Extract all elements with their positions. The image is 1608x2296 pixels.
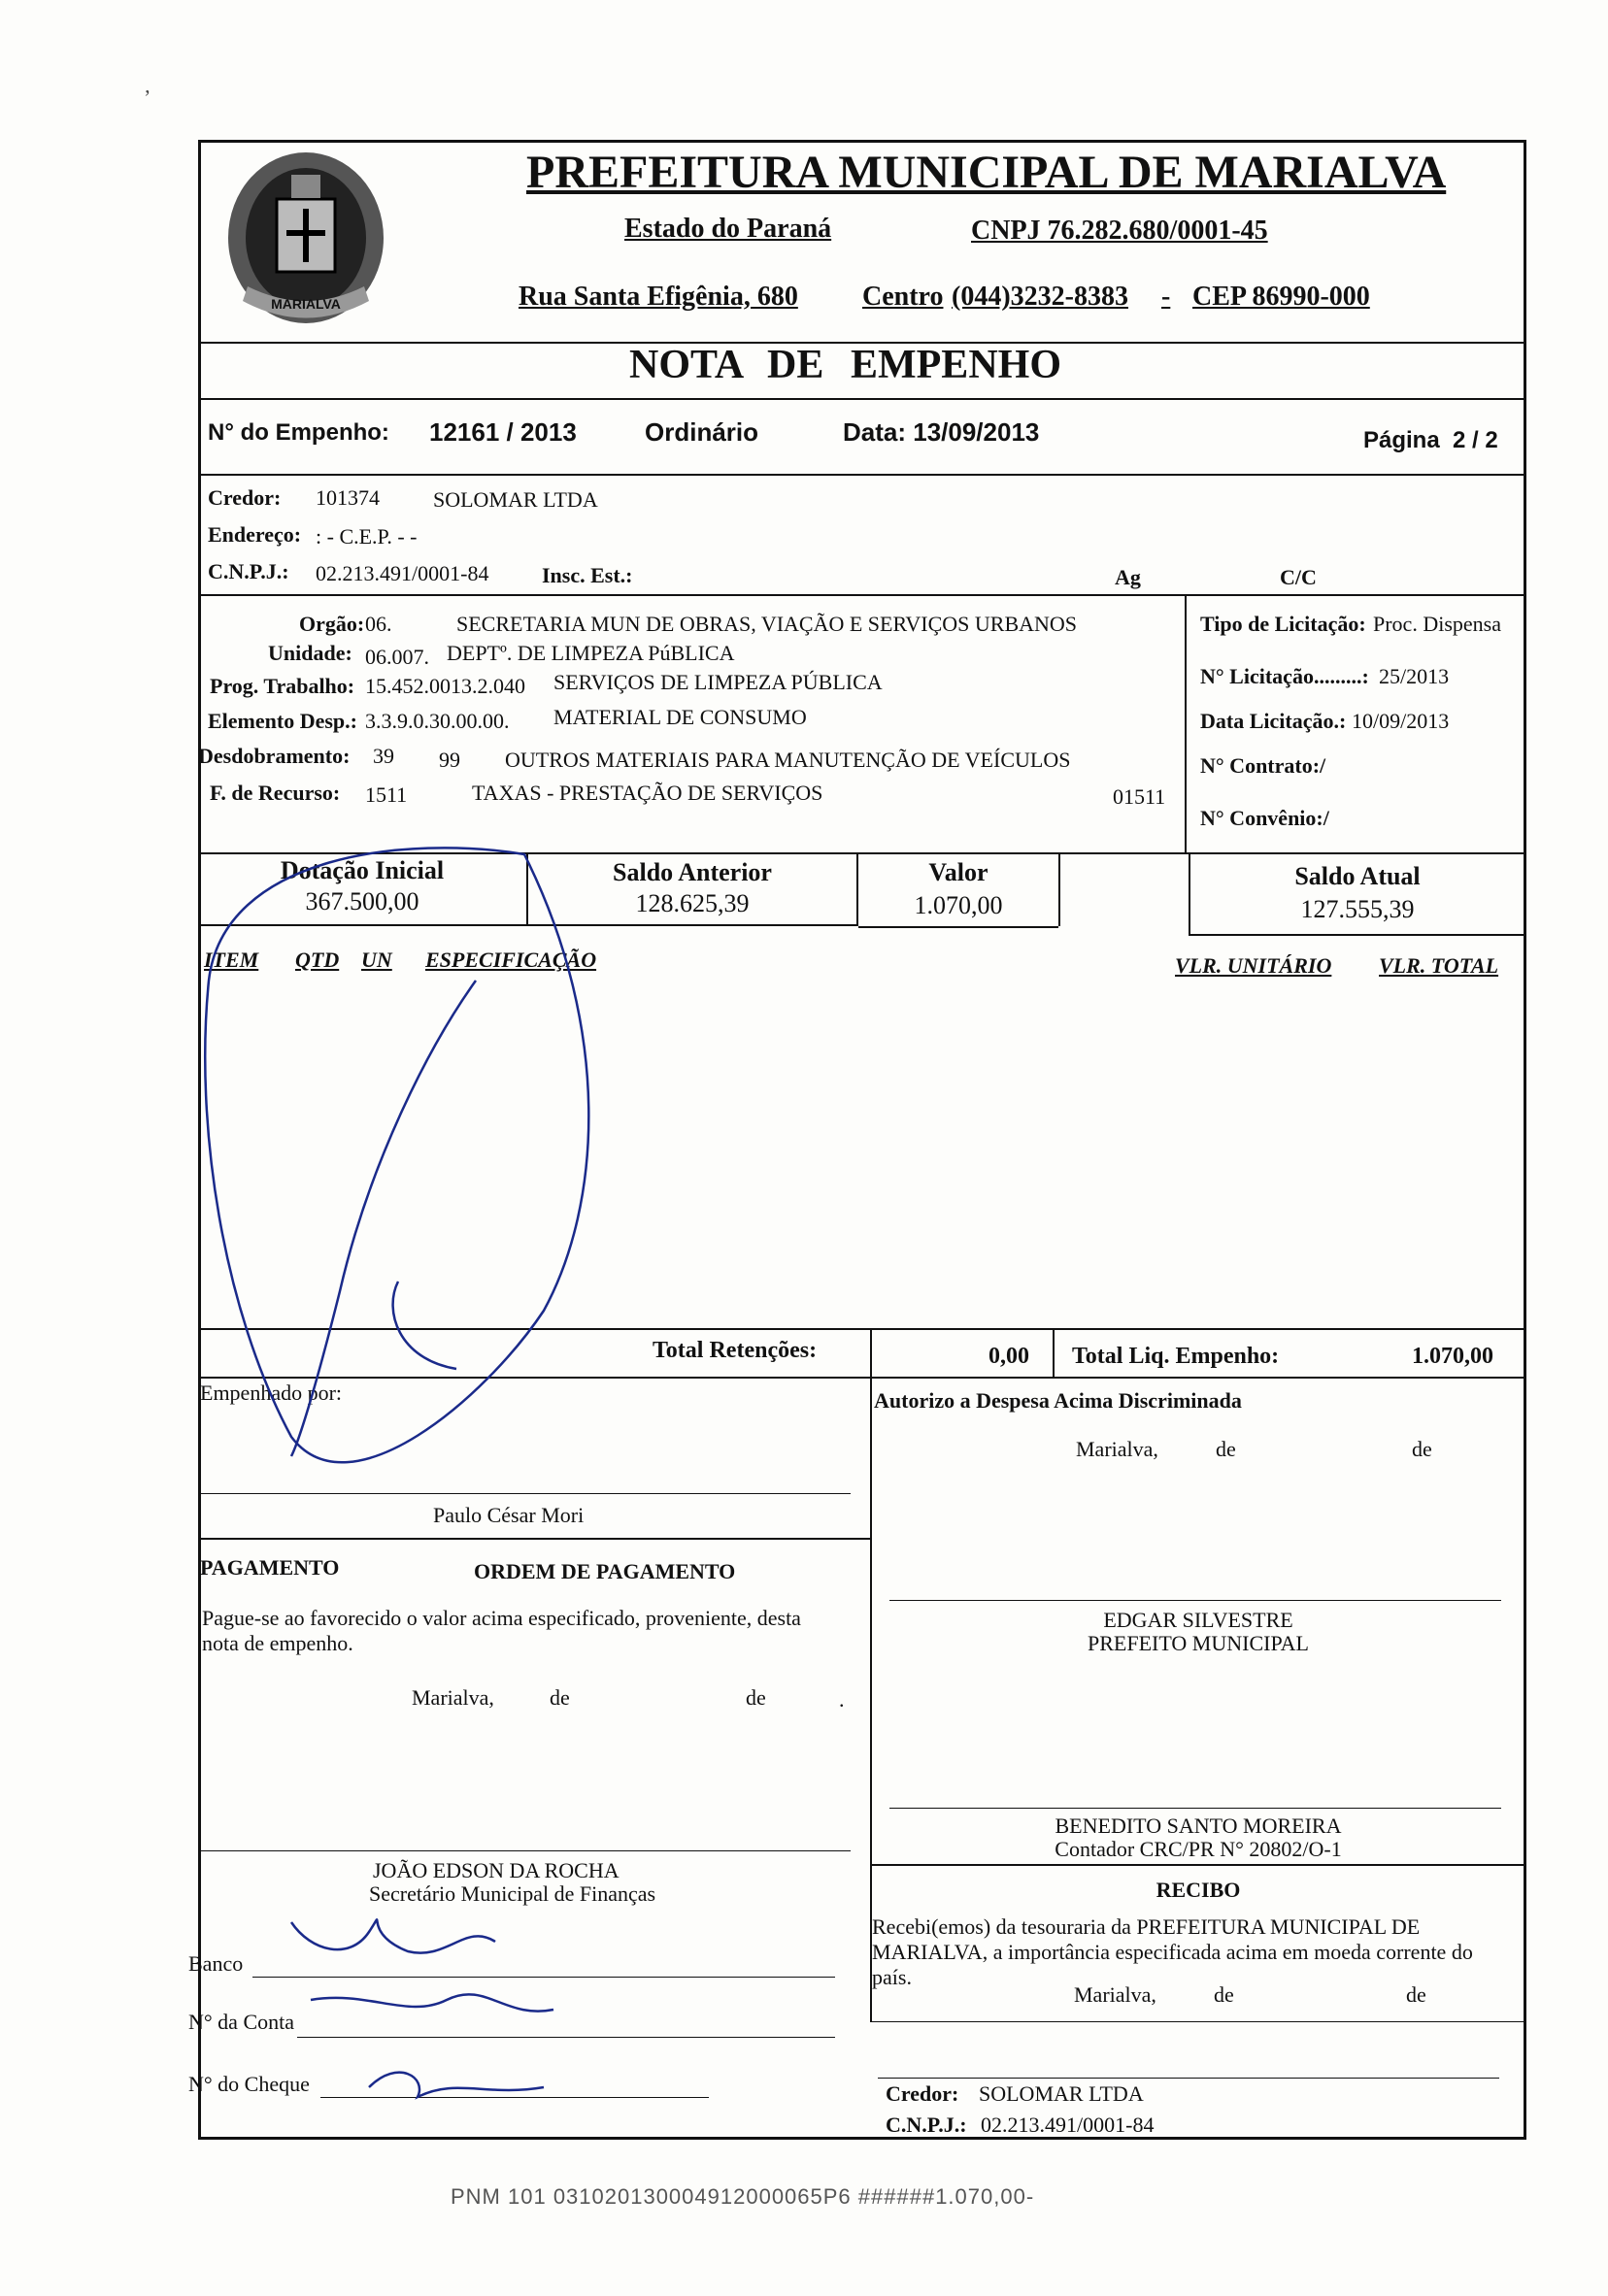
svg-text:MARIALVA: MARIALVA bbox=[271, 296, 341, 312]
total-liquido-value: 1.070,00 bbox=[1412, 1344, 1493, 1369]
ordem-pagamento-label: ORDEM DE PAGAMENTO bbox=[474, 1559, 736, 1583]
recurso-label: F. de Recurso: bbox=[210, 781, 341, 805]
licitacao-num-value: 25/2013 bbox=[1379, 664, 1450, 688]
header-address: Rua Santa Efigênia, 680 bbox=[519, 282, 798, 312]
valor-value: 1.070,00 bbox=[914, 891, 1003, 919]
micr-code: PNM 101 031020130004912000065P6 ######1.070,00- bbox=[451, 2184, 1035, 2209]
cheque-label: N° do Cheque bbox=[188, 2072, 310, 2096]
recibo-cnpj-label: C.N.P.J.: bbox=[886, 2113, 967, 2137]
saldo-atual-value: 127.555,39 bbox=[1300, 895, 1415, 923]
valor-label: Valor bbox=[928, 858, 988, 886]
empenho-label: N° do Empenho: bbox=[208, 419, 389, 446]
autorizo-text: Autorizo a Despesa Acima Discriminada bbox=[874, 1388, 1242, 1413]
recibo-line3: país. bbox=[872, 1965, 912, 1989]
recibo-title: RECIBO bbox=[1156, 1878, 1241, 1902]
saldo-anterior-value: 128.625,39 bbox=[635, 889, 750, 917]
credor-label: Credor: bbox=[208, 485, 282, 510]
pagamento-dot: . bbox=[839, 1687, 845, 1712]
total-retencoes-value: 0,00 bbox=[988, 1344, 1029, 1369]
col-vlr-total: VLR. TOTAL bbox=[1379, 953, 1499, 978]
recibo-line1: Recebi(emos) da tesouraria da PREFEITURA MUNICIPAL DE bbox=[872, 1914, 1421, 1939]
desd-label: Desdobramento: bbox=[198, 744, 351, 768]
cnpj-label: C.N.P.J.: bbox=[208, 559, 289, 583]
recibo-credor-value: SOLOMAR LTDA bbox=[979, 2081, 1144, 2106]
secretario-title: Secretário Municipal de Finanças bbox=[369, 1881, 656, 1906]
prog-label: Prog. Trabalho: bbox=[210, 674, 355, 698]
licitacao-data-value: 10/09/2013 bbox=[1352, 709, 1450, 733]
header-cep: CEP 86990-000 bbox=[1192, 282, 1370, 312]
unidade-code: 06.007. bbox=[365, 645, 429, 669]
municipality-title: PREFEITURA MUNICIPAL DE MARIALVA bbox=[526, 147, 1447, 198]
pagamento-text-line2: nota de empenho. bbox=[202, 1631, 353, 1655]
contador-name: BENEDITO SANTO MOREIRA bbox=[1055, 1814, 1342, 1838]
elem-label: Elemento Desp.: bbox=[208, 709, 357, 733]
col-item: ITEM bbox=[204, 948, 259, 972]
recibo-line2: MARIALVA, a importância especificada acima em moeda corrente do bbox=[872, 1940, 1473, 1964]
empenho-number: 12161 / 2013 bbox=[429, 417, 577, 447]
unidade-name: DEPTº. DE LIMPEZA PúBLICA bbox=[447, 641, 735, 665]
doc-title-de: DE bbox=[767, 343, 824, 387]
state-name: Estado do Paraná bbox=[624, 214, 832, 244]
recibo-credor-label: Credor: bbox=[886, 2081, 959, 2106]
autorizo-de2: de bbox=[1412, 1437, 1432, 1461]
doc-title-empenho: EMPENHO bbox=[851, 343, 1061, 387]
page-number: 2 / 2 bbox=[1453, 427, 1498, 453]
contrato-label: N° Contrato:/ bbox=[1200, 753, 1326, 778]
pagamento-de1: de bbox=[550, 1685, 570, 1710]
prefeito-name: EDGAR SILVESTRE bbox=[1103, 1608, 1293, 1632]
licitacao-num-label: N° Licitação.........: bbox=[1200, 664, 1369, 688]
licitacao-tipo-value: Proc. Dispensa bbox=[1373, 612, 1501, 636]
autorizo-de1: de bbox=[1216, 1437, 1236, 1461]
elem-code: 3.3.9.0.30.00.00. bbox=[365, 709, 510, 733]
col-qtd: QTD bbox=[295, 948, 340, 972]
orgao-code: 06. bbox=[365, 612, 392, 636]
cnpj-value: 02.213.491/0001-84 bbox=[316, 561, 489, 585]
unidade-label: Unidade: bbox=[268, 641, 352, 665]
page-label: Página bbox=[1363, 427, 1440, 453]
header-cnpj: CNPJ 76.282.680/0001-45 bbox=[971, 216, 1268, 246]
prog-code: 15.452.0013.2.040 bbox=[365, 674, 525, 698]
prog-name: SERVIÇOS DE LIMPEZA PÚBLICA bbox=[553, 670, 883, 694]
desd-code: 39 bbox=[373, 744, 394, 768]
col-especificacao: ESPECIFICAÇÃO bbox=[425, 948, 597, 972]
elem-name: MATERIAL DE CONSUMO bbox=[553, 705, 807, 729]
licitacao-data-label: Data Licitação.: bbox=[1200, 709, 1347, 733]
recurso-name: TAXAS - PRESTAÇÃO DE SERVIÇOS bbox=[472, 781, 823, 805]
pagamento-text-line1: Pague-se ao favorecido o valor acima especificado, proveniente, desta bbox=[202, 1606, 801, 1630]
endereco-value: : - C.E.P. - - bbox=[316, 524, 418, 549]
total-retencoes-label: Total Retenções: bbox=[653, 1338, 818, 1363]
pagamento-label: PAGAMENTO bbox=[200, 1555, 340, 1580]
dotacao-label: Dotação Inicial bbox=[280, 856, 445, 884]
banco-label: Banco bbox=[188, 1951, 244, 1976]
pagamento-de2: de bbox=[746, 1685, 766, 1710]
recibo-de1: de bbox=[1214, 1982, 1234, 2007]
empenho-date: Data: 13/09/2013 bbox=[843, 417, 1040, 447]
header-district: Centro bbox=[862, 282, 944, 312]
recibo-de2: de bbox=[1406, 1982, 1426, 2007]
orgao-label: Orgão: bbox=[299, 612, 365, 636]
header-separator: - bbox=[1161, 282, 1171, 312]
insc-label: Insc. Est.: bbox=[542, 563, 633, 587]
recurso-extra: 01511 bbox=[1113, 784, 1166, 809]
autorizo-place: Marialva, bbox=[1076, 1437, 1158, 1461]
scan-mark: ʼ bbox=[144, 85, 151, 110]
saldo-atual-label: Saldo Atual bbox=[1294, 862, 1421, 890]
contador-title: Contador CRC/PR N° 20802/O-1 bbox=[1055, 1837, 1342, 1861]
recibo-place: Marialva, bbox=[1074, 1982, 1156, 2007]
recurso-code: 1511 bbox=[365, 782, 408, 807]
col-un: UN bbox=[361, 948, 392, 972]
recibo-cnpj-value: 02.213.491/0001-84 bbox=[981, 2113, 1155, 2137]
empenho-type: Ordinário bbox=[645, 417, 759, 447]
doc-title-nota: NOTA bbox=[629, 343, 745, 387]
endereco-label: Endereço: bbox=[208, 522, 302, 547]
saldo-anterior-label: Saldo Anterior bbox=[613, 858, 772, 886]
secretario-name: JOÃO EDSON DA ROCHA bbox=[373, 1858, 620, 1882]
credor-code: 101374 bbox=[316, 485, 380, 510]
empenhado-name: Paulo César Mori bbox=[433, 1503, 585, 1527]
total-liquido-label: Total Liq. Empenho: bbox=[1072, 1344, 1280, 1369]
col-vlr-unitario: VLR. UNITÁRIO bbox=[1175, 953, 1332, 978]
cc-label: C/C bbox=[1280, 565, 1317, 589]
header-phone: (044)3232-8383 bbox=[952, 282, 1128, 312]
empenhado-label: Empenhado por: bbox=[200, 1381, 343, 1405]
conta-label: N° da Conta bbox=[188, 2010, 295, 2034]
orgao-name: SECRETARIA MUN DE OBRAS, VIAÇÃO E SERVIÇOS URBANOS bbox=[456, 612, 1078, 636]
desd-name: OUTROS MATERIAIS PARA MANUTENÇÃO DE VEÍCULOS bbox=[505, 748, 1071, 772]
pagamento-place: Marialva, bbox=[412, 1685, 494, 1710]
credor-name: SOLOMAR LTDA bbox=[433, 487, 598, 512]
licitacao-tipo-label: Tipo de Licitação: bbox=[1200, 612, 1366, 636]
prefeito-title: PREFEITO MUNICIPAL bbox=[1088, 1631, 1309, 1655]
dotacao-value: 367.500,00 bbox=[305, 887, 419, 915]
ag-label: Ag bbox=[1115, 565, 1141, 589]
desd-sub: 99 bbox=[439, 748, 460, 772]
convenio-label: N° Convênio:/ bbox=[1200, 806, 1329, 830]
